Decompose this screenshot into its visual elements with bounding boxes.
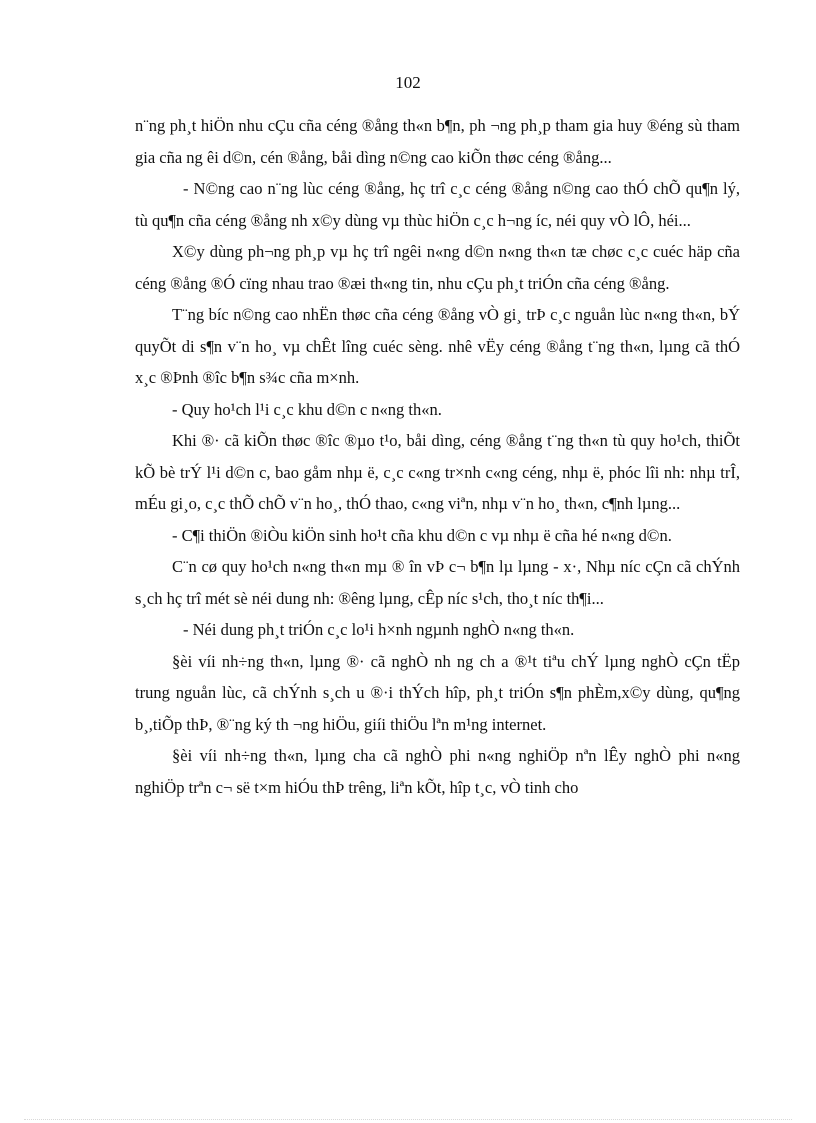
paragraph: §èi víi nh÷ng th«n, lµng ®· cã nghÒ nh ng ch a ®¹t tiªu chÝ lµng nghÒ cÇn tËp trung nguån lùc, cã chÝnh s¸ch u ®·i thÝch hîp, ph¸t triÓn s¶n phÈm,x©y dùng, qu¶ng b¸,tiÕp thÞ, ®¨ng ký th ¬ng hiÖu, giíi thiÖu lªn m¹ng internet. — [135, 651, 740, 734]
page-bottom-divider — [24, 1119, 792, 1120]
paragraph: - N©ng cao n¨ng lùc céng ®ång, hç trî c¸c céng ®ång n©ng cao thÓ chÕ qu¶n lý, tù qu¶n cña céng ®ång nh x©y dùng vµ thùc hiÖn c¸c h¬ng íc, néi quy vÒ lÔ, héi... — [135, 179, 740, 230]
page-number: 102 — [395, 73, 421, 92]
body-text — [135, 110, 740, 803]
paragraph: - Néi dung ph¸t triÓn c¸c lo¹i h×nh ngµnh nghÒ n«ng th«n. — [183, 620, 575, 639]
paragraph: C¨n cø quy ho¹ch n«ng th«n mµ ® în vÞ c¬ b¶n lµ lµng - x·, Nhµ níc cÇn cã chÝnh s¸ch hç trî mét sè néi dung nh: ®êng lµng, cÊp níc s¹ch, tho¸t níc th¶i... — [135, 557, 740, 608]
paragraph: Khi ®· cã kiÕn thøc ®îc ®µo t¹o, båi dìng, céng ®ång t¨ng th«n tù quy ho¹ch, thiÕt kÕ bè trÝ l¹i d©n c, bao gåm nhµ ë, c¸c c«ng tr×nh c«ng céng, nhµ ë, phóc lîi nh: nhµ trÎ, mÉu gi¸o, c¸c thÕ chÕ v¨n ho¸, thÓ thao, c«ng viªn, nhµ v¨n ho¸ th«n, c¶nh lµng... — [135, 431, 740, 513]
paragraph: T¨ng bíc n©ng cao nhËn thøc cña céng ®ång vÒ gi¸ trÞ c¸c nguån lùc n«ng th«n, bÝ quyÕt di s¶n v¨n ho¸ vµ chÊt lîng cuéc sèng. nhê vËy céng ®ång t¨ng th«n, lµng cã thÓ x¸c ®Þnh ®îc b¶n s¾c cña m×nh. — [135, 305, 740, 387]
paragraph: X©y dùng ph¬ng ph¸p vµ hç trî ngêi n«ng d©n n«ng th«n tæ chøc c¸c cuéc häp cña céng ®ång ®Ó cïng nhau trao ®æi th«ng tin, nhu cÇu ph¸t triÓn cña céng ®ång. — [135, 242, 740, 293]
paragraph: - C¶i thiÖn ®iÒu kiÖn sinh ho¹t cña khu d©n c vµ nhµ ë cña hé n«ng d©n. — [172, 525, 672, 545]
paragraph: - Quy ho¹ch l¹i c¸c khu d©n c n«ng th«n. — [172, 399, 442, 419]
paragraph: §èi víi nh÷ng th«n, lµng cha cã nghÒ phi n«ng nghiÖp nªn lÊy nghÒ phi n«ng nghiÖp trªn c¬ së t×m hiÓu thÞ trêng, liªn kÕt, hîp t¸c, vÒ tinh cho — [135, 746, 740, 797]
paragraph: n¨ng ph¸t hiÖn nhu cÇu cña céng ®ång th«n b¶n, ph ¬ng ph¸p tham gia huy ®éng sù tham gia cña ng êi d©n, cén ®ång, båi dìng n©ng cao kiÕn thøc céng ®ång... — [135, 116, 740, 167]
